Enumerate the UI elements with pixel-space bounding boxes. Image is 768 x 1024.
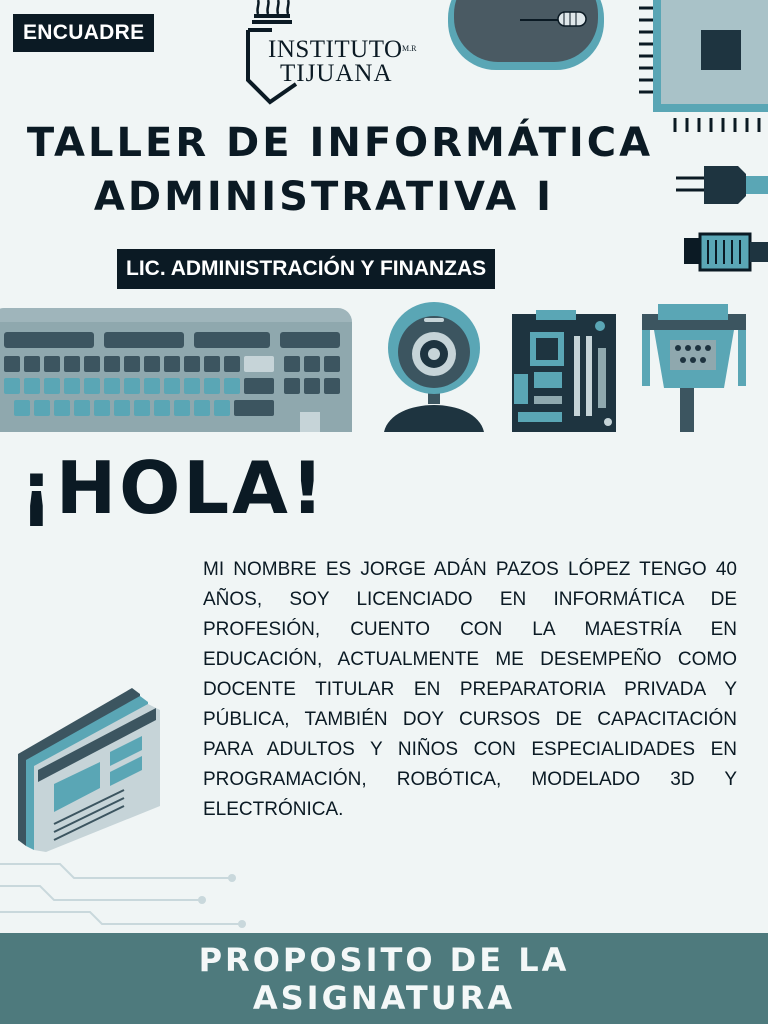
greeting-heading: ¡HOLA! (20, 446, 327, 530)
bio-paragraph: MI NOMBRE ES JORGE ADÁN PAZOS LÓPEZ TENGO 40 AÑOS, SOY LICENCIADO EN INFORMÁTICA DE PROFESIÓN, CUENTO CON LA MAESTRÍA EN EDUCACIÓN, ACTUALMENTE ME DESEMPEÑO COMO DOCENTE TITULAR EN PREPARATORIA PRIVADA Y PÚBLICA, TAMBIÉN DOY CURSOS DE CAPACITACIÓN PARA ADULTOS Y NIÑOS CON ESPECIALIDADES EN PROGRAMACIÓN, ROBÓTICA, MODELADO 3D Y ELECTRÓNICA. (203, 559, 737, 820)
section-footer (0, 933, 768, 1024)
program-subtitle: LIC. ADMINISTRACIÓN Y FINANZAS (117, 249, 495, 289)
power-plug-icon (676, 160, 768, 210)
circuit-lines-icon (0, 856, 260, 936)
keyboard-icon (0, 308, 356, 432)
ethernet-connector-icon (684, 230, 768, 274)
course-title-line2: ADMINISTRATIVA I (93, 174, 555, 220)
logo-line2: TIJUANA (280, 60, 393, 87)
logo-mark: M.R (402, 44, 417, 53)
logo-line1: INSTITUTO (268, 36, 403, 63)
browser-windows-icon (14, 680, 166, 852)
footer-line2: ASIGNATURA (252, 979, 516, 1017)
computer-mouse-icon (440, 0, 610, 75)
webcam-icon (382, 300, 486, 432)
course-title-line1: TALLER DE INFORMÁTICA (26, 120, 654, 166)
motherboard-icon (508, 308, 618, 432)
vga-connector-icon (640, 300, 750, 432)
footer-line1: PROPOSITO DE LA (198, 941, 570, 979)
encuadre-tag: ENCUADRE (13, 14, 154, 52)
instituto-logo (240, 0, 420, 108)
